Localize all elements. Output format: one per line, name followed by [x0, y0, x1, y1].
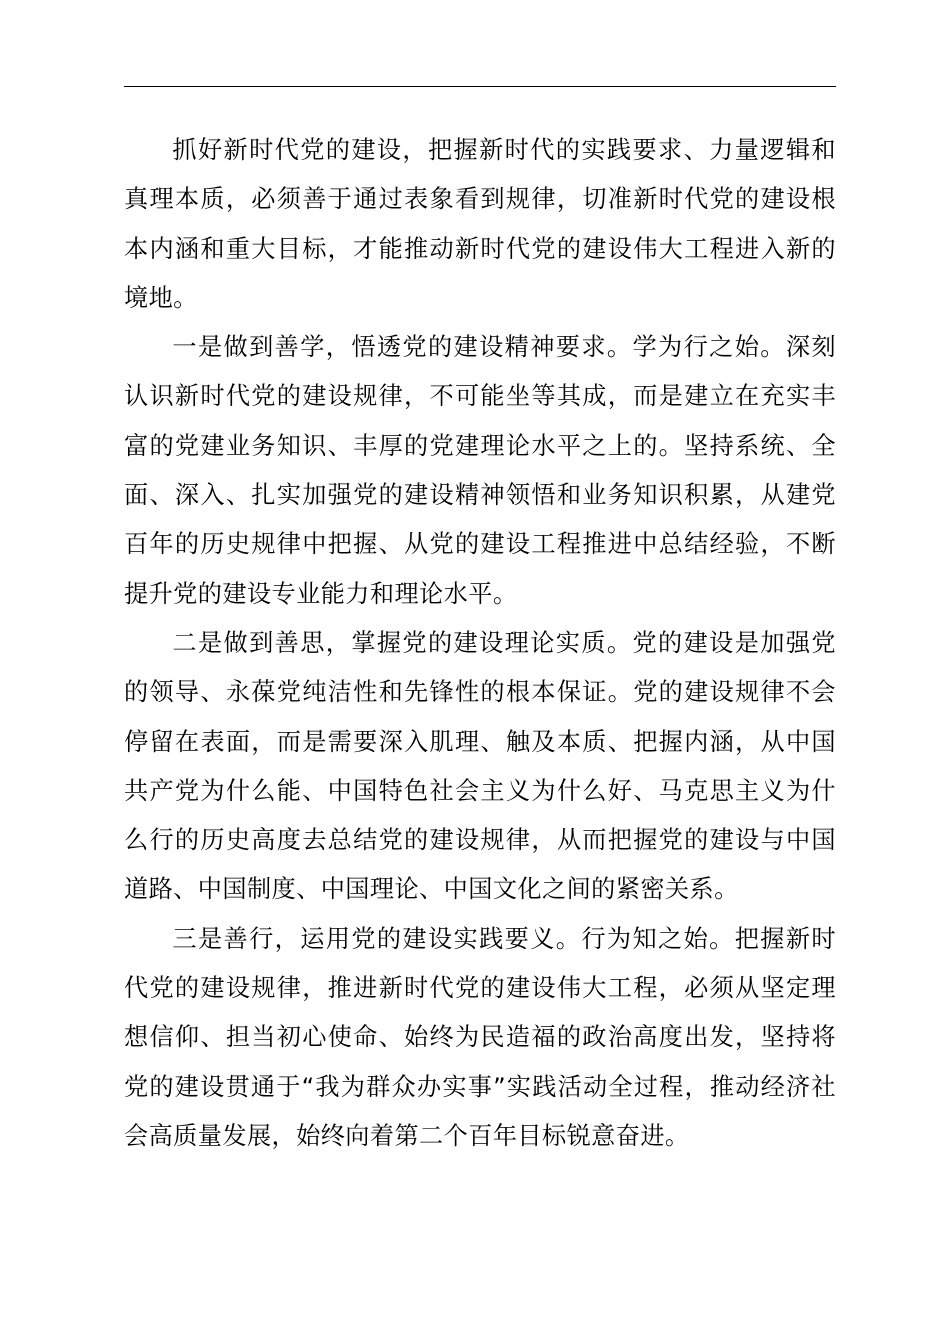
paragraph-practice: 三是善行，运用党的建设实践要义。行为知之始。把握新时代党的建设规律，推进新时代党的建设伟大工程，必须从坚定理想信仰、担当初心使命、始终为民造福的政治高度出发，坚持将党的建设贯通于“我为群众办实事”实践活动全过程，推动经济社会高质量发展，始终向着第二个百年目标锐意奋进。	[124, 924, 836, 1150]
paragraph-intro: 抓好新时代党的建设，把握新时代的实践要求、力量逻辑和真理本质，必须善于通过表象看到规律，切准新时代党的建设根本内涵和重大目标，才能推动新时代党的建设伟大工程进入新的境地。	[124, 136, 836, 312]
paragraph-think: 二是做到善思，掌握党的建设理论实质。党的建设是加强党的领导、永葆党纯洁性和先锋性的根本保证。党的建设规律不会停留在表面，而是需要深入肌理、触及本质、把握内涵，从中国共产党为什么能、中国特色社会主义为什么好、马克思主义为什么行的历史高度去总结党的建设规律，从而把握党的建设与中国道路、中国制度、中国理论、中国文化之间的紧密关系。	[124, 628, 836, 904]
header-rule	[124, 86, 836, 87]
paragraph-study: 一是做到善学，悟透党的建设精神要求。学为行之始。深刻认识新时代党的建设规律，不可能坐等其成，而是建立在充实丰富的党建业务知识、丰厚的党建理论水平之上的。坚持系统、全面、深入、扎实加强党的建设精神领悟和业务知识积累，从建党百年的历史规律中把握、从党的建设工程推进中总结经验，不断提升党的建设专业能力和理论水平。	[124, 333, 836, 608]
document-body	[124, 126, 836, 1161]
